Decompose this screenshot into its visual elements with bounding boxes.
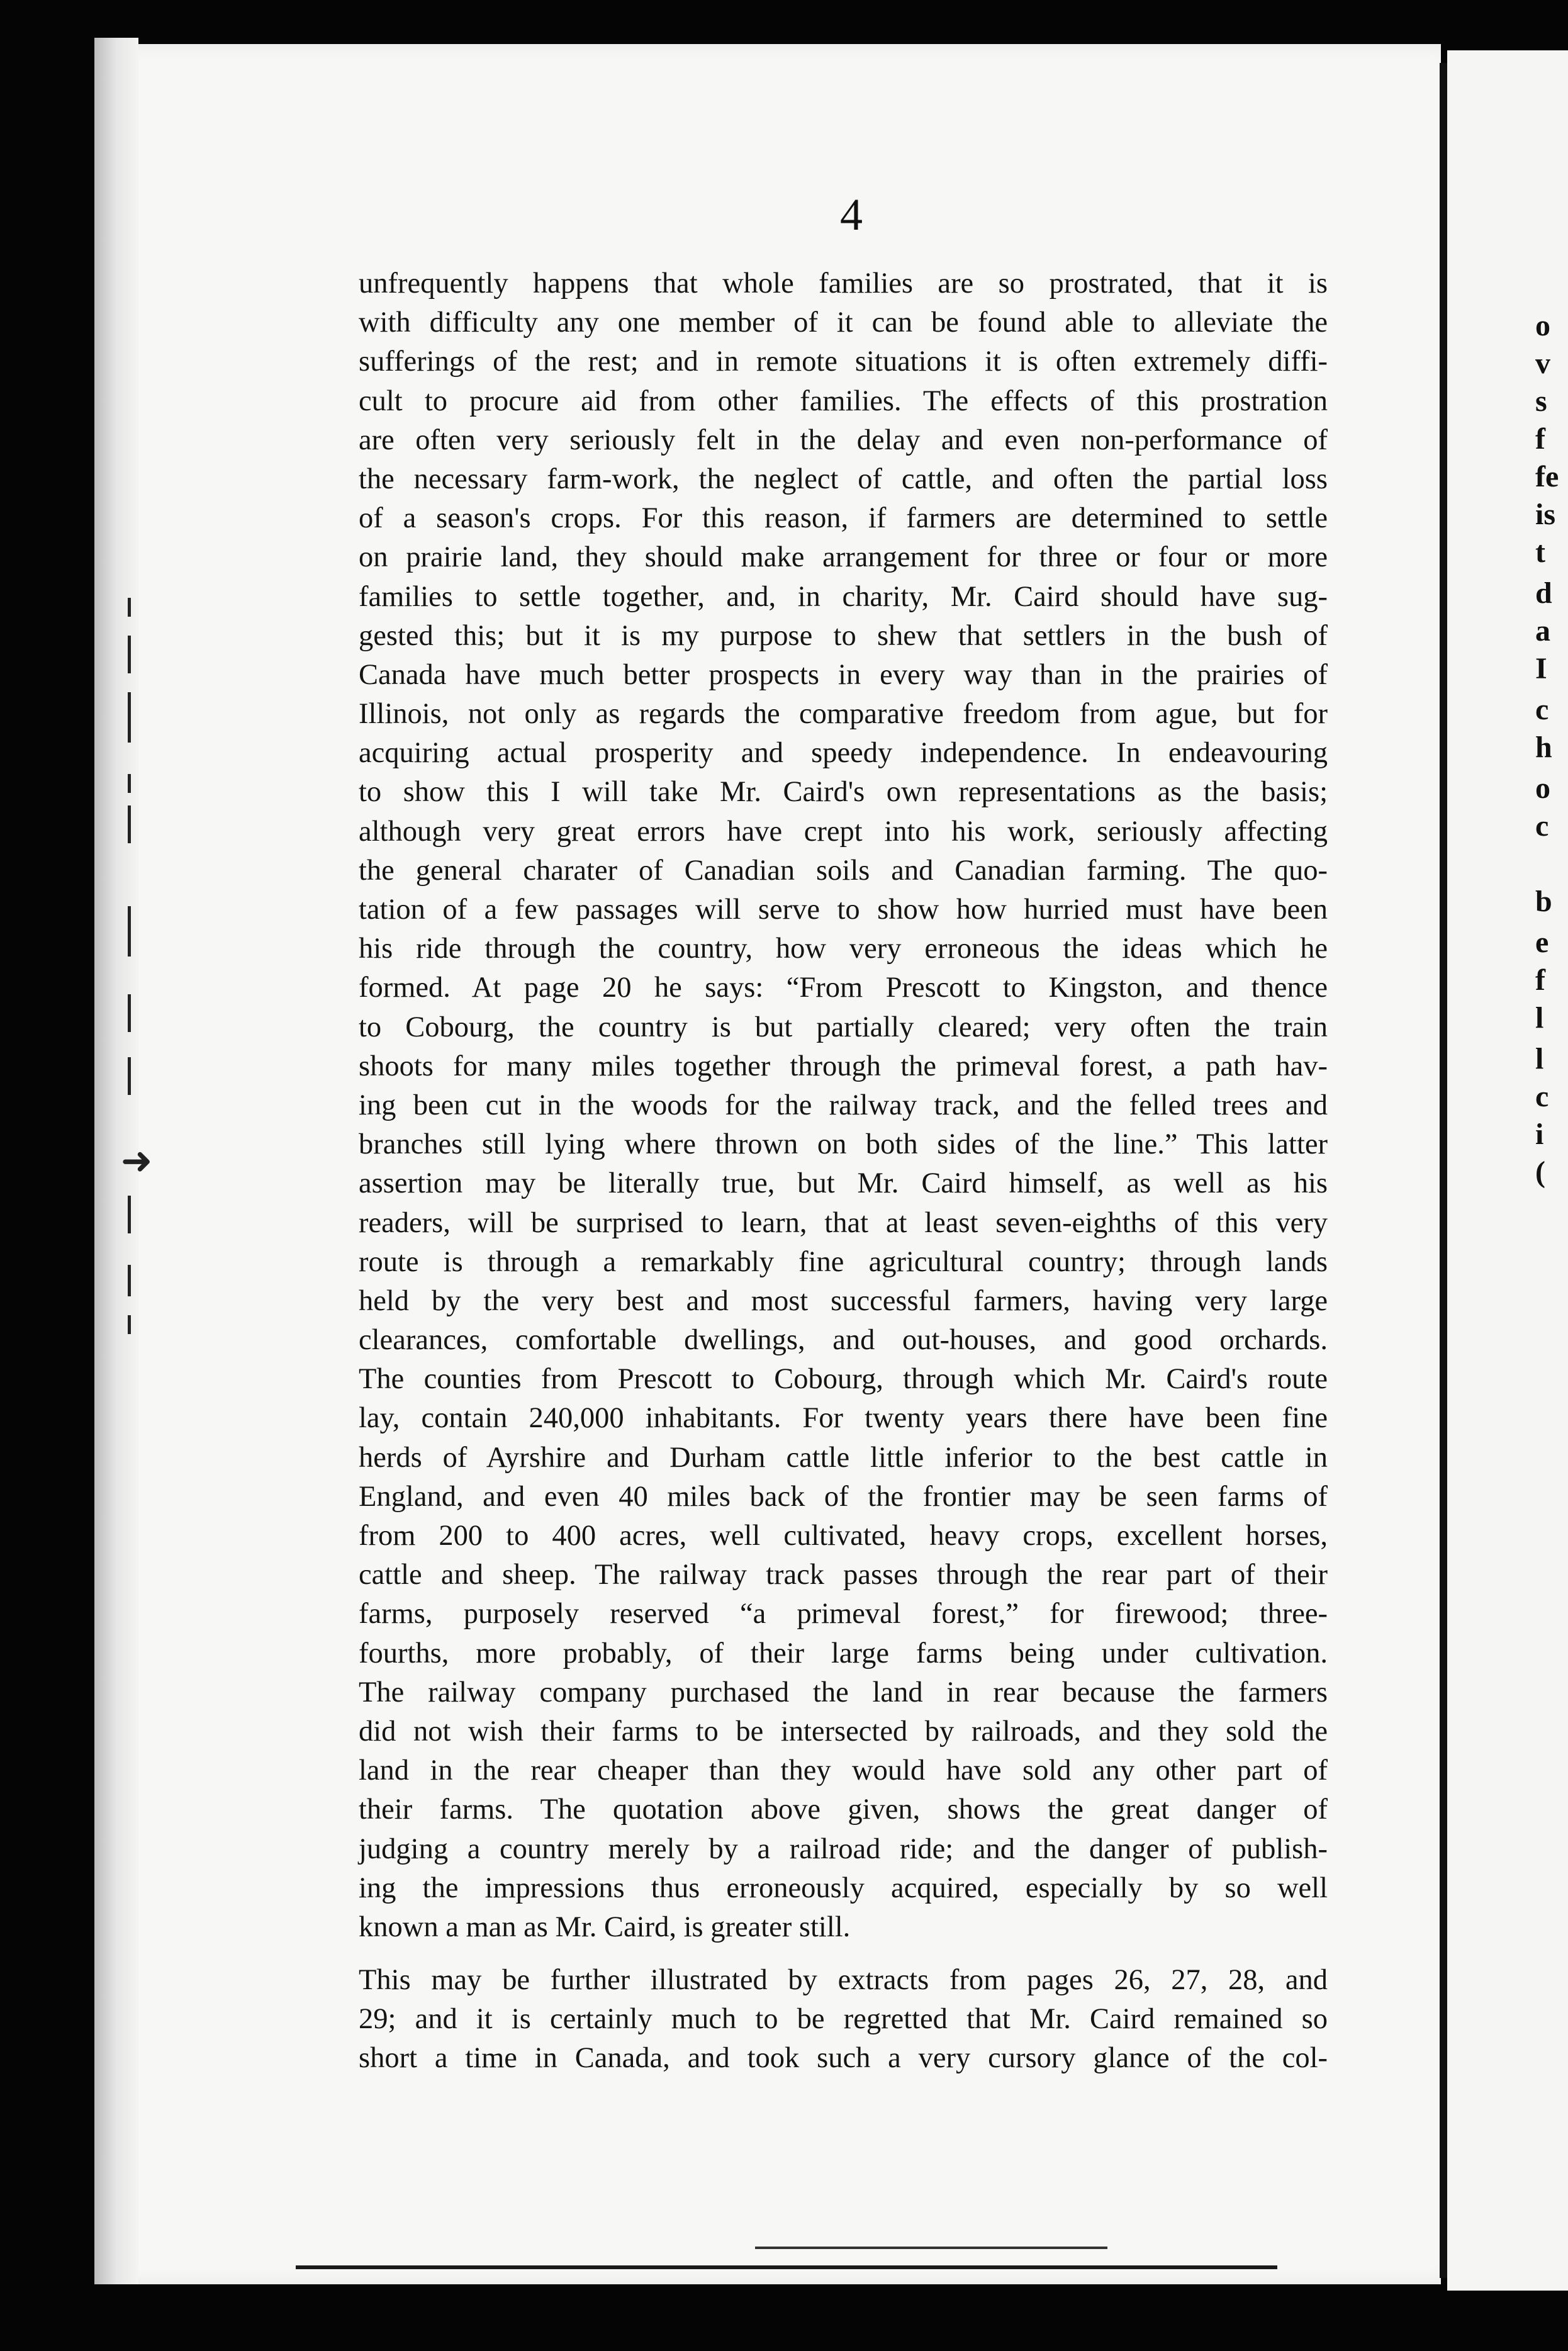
text-line: farms, purposely reserved “a primeval forest,” for firewood; three- [359,1598,1328,1630]
margin-mark [128,1057,131,1095]
text-line: are often very seriously felt in the delay and even non-performance of [359,424,1328,456]
text-line: ing the impressions thus erroneously acquired, especially by so well [359,1871,1328,1904]
facing-page-fragment: c [1535,1080,1549,1113]
text-line: cattle and sheep. The railway track passes through the rear part of their [359,1559,1328,1591]
text-line: ing been cut in the woods for the railway track, and the felled trees and [359,1089,1328,1121]
facing-page-fragment: i [1535,1118,1544,1151]
facing-page-fragment: l [1535,1001,1544,1035]
text-line: unfrequently happens that whole families are so prostrated, that it is [359,267,1328,300]
body-text [359,264,1328,2079]
facing-page-fragment: I [1535,652,1547,685]
margin-mark [128,1196,131,1233]
text-line: short a time in Canada, and took such a very cursory glance of the col- [359,2042,1328,2075]
text-line: known a man as Mr. Caird, is greater still. [359,1911,851,1943]
text-line: lay, contain 240,000 inhabitants. For twenty years there have been fine [359,1402,1328,1435]
text-line: his ride through the country, how very erroneous the ideas which he [359,933,1328,965]
facing-page-fragment: fe [1535,460,1559,493]
text-line: on prairie land, they should make arrangement for three or four or more [359,541,1328,574]
text-line: readers, will be surprised to learn, that at least seven-eighths of this very [359,1206,1328,1239]
facing-page-fragment: c [1535,809,1549,843]
text-line: acquiring actual prosperity and speedy independence. In endeavouring [359,737,1328,770]
facing-page-fragment: c [1535,693,1549,726]
text-line: Illinois, not only as regards the comparative freedom from ague, but for [359,698,1328,731]
text-line: the general charater of Canadian soils and Canadian farming. The quo- [359,854,1328,887]
text-line: fourths, more probably, of their large farms being under cultivation. [359,1637,1328,1669]
facing-page-fragment: f [1535,963,1545,997]
facing-page [1447,50,1568,2291]
text-line: 29; and it is certainly much to be regretted that Mr. Caird remained so [359,2003,1328,2036]
text-line: to Cobourg, the country is but partially cleared; very often the train [359,1011,1328,1043]
facing-page-fragment: b [1535,885,1552,918]
facing-page-fragment: d [1535,576,1552,610]
margin-arrow-mark: ➜ [121,1139,153,1183]
text-line: their farms. The quotation above given, shows the great danger of [359,1793,1328,1826]
margin-mark [128,994,131,1032]
facing-page-fragment: s [1535,384,1547,418]
facing-page-fragment: l [1535,1042,1544,1075]
text-line: shoots for many miles together through the primeval forest, a path hav- [359,1050,1328,1082]
gutter-fold [1440,63,1447,2278]
text-line: although very great errors have crept into his work, seriously affecting [359,815,1328,848]
text-line: formed. At page 20 he says: “From Prescott to Kingston, and thence [359,972,1328,1004]
text-line: families to settle together, and, in charity, Mr. Caird should have sug- [359,580,1328,613]
text-line: gested this; but it is my purpose to shew that settlers in the bush of [359,619,1328,652]
facing-page-fragment: is [1535,498,1556,531]
bottom-rule-short [755,2247,1107,2249]
margin-mark [128,805,131,843]
facing-page-fragment: v [1535,347,1550,380]
facing-page-fragment: h [1535,731,1552,764]
paragraph-1 [359,264,1328,1947]
text-line: tation of a few passages will serve to show how hurried must have been [359,894,1328,926]
facing-page-fragment: ( [1535,1155,1545,1189]
text-line: route is through a remarkably fine agricultural country; through lands [359,1245,1328,1278]
margin-mark [128,598,131,617]
text-line: The counties from Prescott to Cobourg, through which Mr. Caird's route [359,1363,1328,1396]
text-line: did not wish their farms to be intersected by railroads, and they sold the [359,1715,1328,1748]
margin-mark [128,1265,131,1296]
text-line: clearances, comfortable dwellings, and out-houses, and good orchards. [359,1324,1328,1357]
paragraph-2 [359,1961,1328,2079]
facing-page-fragment: a [1535,614,1550,648]
facing-page-fragment: e [1535,926,1549,959]
text-line: the necessary farm-work, the neglect of cattle, and often the partial loss [359,463,1328,495]
text-line: This may be further illustrated by extracts from pages 26, 27, 28, and [359,1964,1328,1997]
text-line: cult to procure aid from other families. The effects of this prostration [359,384,1328,417]
text-line: branches still lying where thrown on both sides of the line.” This latter [359,1128,1328,1161]
margin-mark [128,774,131,793]
margin-mark [128,906,131,957]
text-line: with difficulty any one member of it can be found able to alleviate the [359,306,1328,339]
facing-page-fragment: t [1535,536,1545,569]
text-line: from 200 to 400 acres, well cultivated, heavy crops, excellent horses, [359,1520,1328,1552]
facing-page-fragment: o [1535,309,1550,342]
text-line: assertion may be literally true, but Mr. Caird himself, as well as his [359,1167,1328,1200]
text-line: judging a country merely by a railroad ride; and the danger of publish- [359,1832,1328,1865]
bottom-rule [296,2265,1277,2269]
text-line: Canada have much better prospects in every way than in the prairies of [359,658,1328,691]
text-line: to show this I will take Mr. Caird's own representations as the basis; [359,776,1328,809]
text-line: herds of Ayrshire and Durham cattle little inferior to the best cattle in [359,1441,1328,1474]
text-line: held by the very best and most successful farmers, having very large [359,1284,1328,1317]
margin-mark [128,1315,131,1334]
margin-mark [128,636,131,673]
facing-page-fragment: o [1535,772,1550,805]
facing-page-fragment: f [1535,422,1545,456]
text-line: The railway company purchased the land in rear because the farmers [359,1676,1328,1709]
margin-mark [128,692,131,743]
text-line: sufferings of the rest; and in remote situations it is often extremely diffi- [359,345,1328,378]
text-line: England, and even 40 miles back of the frontier may be seen farms of [359,1480,1328,1513]
page-number: 4 [840,189,863,240]
text-line: of a season's crops. For this reason, if farmers are determined to settle [359,502,1328,535]
text-line: land in the rear cheaper than they would have sold any other part of [359,1754,1328,1787]
